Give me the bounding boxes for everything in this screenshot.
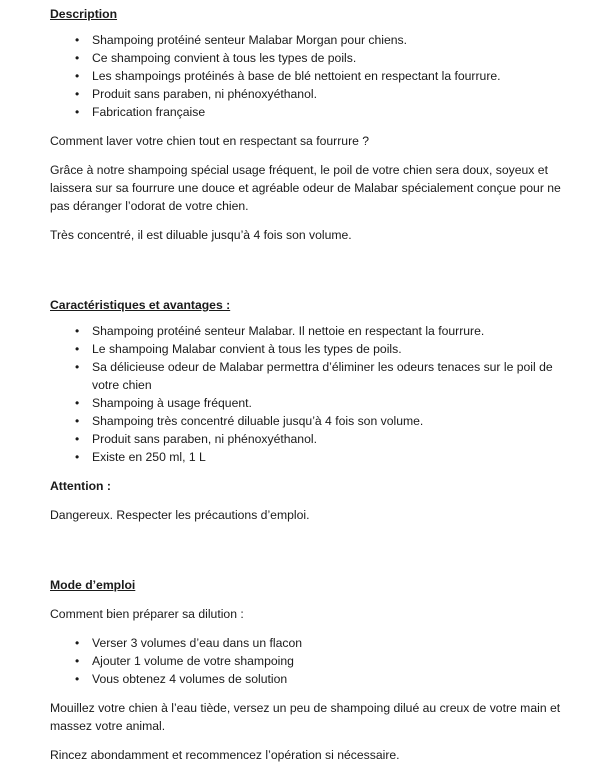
description-paragraph: Grâce à notre shampoing spécial usage fréquent, le poil de votre chien sera doux, soyeux et laissera sur sa fourrure une douce et agréable odeur de Malabar spécialement conçue pour ne pas déranger l’odorat de votre chien. <box>50 163 561 213</box>
attention-heading: Attention : <box>50 479 111 493</box>
features-heading: Caractéristiques et avantages : <box>50 298 231 312</box>
list-item: • Ajouter 1 volume de votre shampoing <box>75 652 580 670</box>
features-bullet-list <box>50 322 580 466</box>
list-item: • Produit sans paraben, ni phénoxyéthanol. <box>75 430 580 448</box>
attention-text: Dangereux. Respecter les précautions d’emploi. <box>50 508 310 522</box>
usage-rinse: Rincez abondamment et recommencez l’opération si nécessaire. <box>50 748 400 762</box>
list-item: • Existe en 250 ml, 1 L <box>75 448 580 466</box>
description-question: Comment laver votre chien tout en respectant sa fourrure ? <box>50 134 370 148</box>
description-bullet-list <box>50 31 580 121</box>
usage-heading: Mode d’emploi <box>50 578 136 592</box>
list-item: • Produit sans paraben, ni phénoxyéthanol. <box>75 85 580 103</box>
description-heading: Description <box>50 7 118 21</box>
list-item: • Shampoing protéiné senteur Malabar. Il nettoie en respectant la fourrure. <box>75 322 580 340</box>
list-item: • Fabrication française <box>75 103 580 121</box>
list-item: • Ce shampoing convient à tous les types de poils. <box>75 49 580 67</box>
list-item: • Sa délicieuse odeur de Malabar permettra d’éliminer les odeurs tenaces sur le poil de votre chien <box>75 358 580 394</box>
list-item: • Shampoing protéiné senteur Malabar Morgan pour chiens. <box>75 31 580 49</box>
list-item: • Les shampoings protéinés à base de blé nettoient en respectant la fourrure. <box>75 67 580 85</box>
list-item: • Le shampoing Malabar convient à tous les types de poils. <box>75 340 580 358</box>
usage-intro: Comment bien préparer sa dilution : <box>50 607 244 621</box>
usage-paragraph: Mouillez votre chien à l’eau tiède, versez un peu de shampoing dilué au creux de votre main et massez votre animal. <box>50 701 561 733</box>
list-item: • Vous obtenez 4 volumes de solution <box>75 670 580 688</box>
description-dilution-note: Très concentré, il est diluable jusqu’à 4 fois son volume. <box>50 228 352 242</box>
list-item: • Shampoing très concentré diluable jusqu’à 4 fois son volume. <box>75 412 580 430</box>
usage-bullet-list <box>50 634 580 688</box>
list-item: • Verser 3 volumes d’eau dans un flacon <box>75 634 580 652</box>
list-item: • Shampoing à usage fréquent. <box>75 394 580 412</box>
